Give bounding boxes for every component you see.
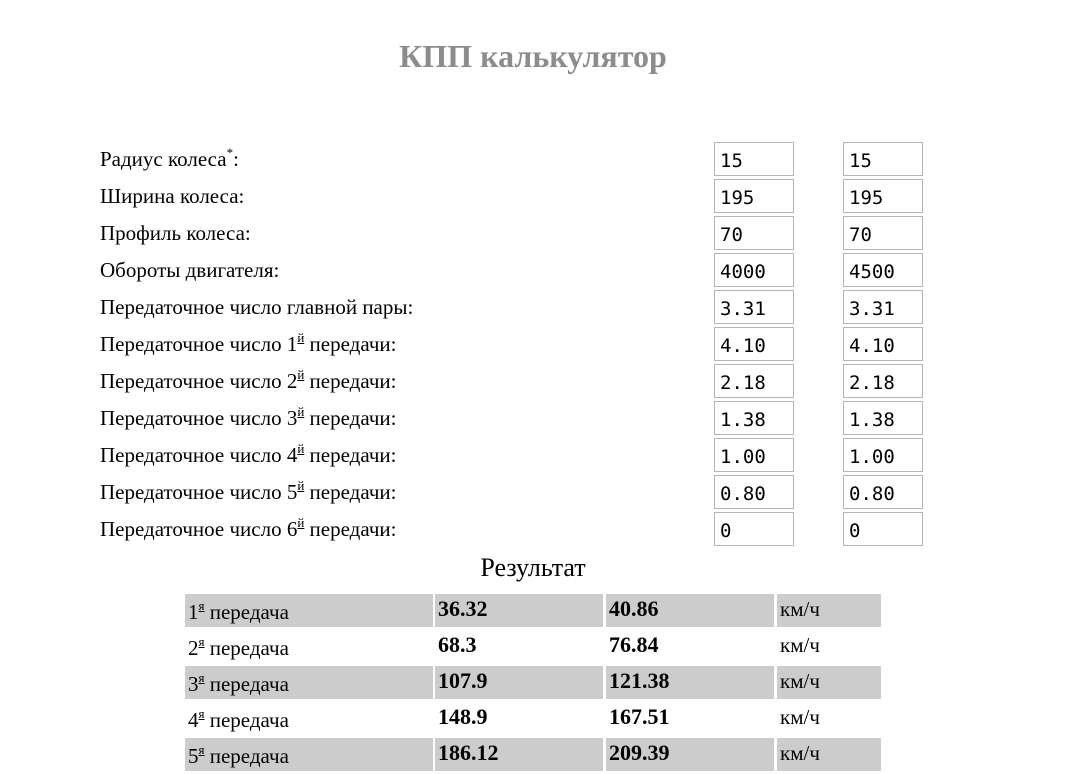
param-row [0, 475, 1066, 509]
param-row [0, 327, 1066, 361]
speed-a-cell [435, 666, 603, 699]
param-row [0, 401, 1066, 435]
gear-cell [185, 666, 433, 699]
param-label-superscript: й [297, 404, 305, 419]
param-row [0, 179, 1066, 213]
unit-label: км/ч [780, 741, 820, 765]
speed-b-cell [606, 702, 774, 735]
gear-word: передача [204, 744, 289, 768]
gear-number: 1 [188, 600, 199, 624]
speed-a-value: 68.3 [438, 632, 477, 657]
param-input-a[interactable] [714, 327, 794, 361]
gear-superscript: я [198, 598, 205, 613]
param-label [100, 367, 396, 395]
unit-label: км/ч [780, 597, 820, 621]
speed-b-cell [606, 594, 774, 627]
param-input-b[interactable] [843, 475, 923, 509]
param-label-text: Передаточное число 1 [100, 332, 298, 356]
unit-cell [777, 702, 881, 735]
param-label-superscript: й [297, 515, 305, 530]
gear-superscript: я [198, 742, 205, 757]
param-input-a[interactable] [714, 142, 794, 176]
param-label [100, 293, 413, 321]
speed-a-value: 186.12 [438, 740, 499, 765]
param-label-suffix: передачи: [304, 332, 397, 356]
param-input-a[interactable] [714, 475, 794, 509]
gear-label [188, 635, 289, 661]
unit-label: км/ч [780, 633, 820, 657]
param-input-b[interactable] [843, 327, 923, 361]
gear-label [188, 671, 289, 697]
param-label [100, 330, 396, 358]
param-label-suffix: передачи: [304, 443, 397, 467]
gear-cell [185, 738, 433, 771]
param-row [0, 438, 1066, 472]
param-input-b[interactable] [843, 364, 923, 398]
speed-b-value: 209.39 [609, 740, 670, 765]
speed-a-value: 107.9 [438, 668, 488, 693]
gear-word: передача [204, 708, 289, 732]
speed-a-cell [435, 702, 603, 735]
param-label-superscript: й [297, 330, 305, 345]
gear-superscript: я [198, 670, 205, 685]
param-input-a[interactable] [714, 364, 794, 398]
param-input-b[interactable] [843, 438, 923, 472]
param-label-text: Радиус колеса [100, 147, 227, 171]
param-input-a[interactable] [714, 438, 794, 472]
param-input-b[interactable] [843, 512, 923, 546]
gear-number: 3 [188, 672, 199, 696]
speed-b-cell [606, 630, 774, 663]
gear-word: передача [204, 672, 289, 696]
gear-word: передача [204, 636, 289, 660]
unit-cell [777, 666, 881, 699]
gear-word: передача [204, 600, 289, 624]
param-row [0, 512, 1066, 546]
param-label-text: Передаточное число главной пары: [100, 295, 414, 319]
param-label [100, 256, 279, 284]
param-label-text: Обороты двигателя: [100, 258, 280, 282]
table-row [0, 702, 1066, 735]
param-input-a[interactable] [714, 512, 794, 546]
param-label-suffix: передачи: [304, 369, 397, 393]
param-label-suffix: : [233, 147, 239, 171]
unit-cell [777, 738, 881, 771]
speed-a-cell [435, 630, 603, 663]
param-label-suffix: передачи: [304, 406, 397, 430]
param-row [0, 364, 1066, 398]
gear-label [188, 599, 289, 625]
gear-label [188, 707, 289, 733]
param-label [100, 404, 396, 432]
param-label-superscript: й [297, 441, 305, 456]
param-label-superscript: й [297, 367, 305, 382]
gear-number: 4 [188, 708, 199, 732]
speed-b-value: 76.84 [609, 632, 659, 657]
page-title: КПП калькулятор [399, 38, 667, 74]
table-row [0, 738, 1066, 771]
param-label-text: Передаточное число 4 [100, 443, 298, 467]
param-input-b[interactable] [843, 290, 923, 324]
param-input-a[interactable] [714, 253, 794, 287]
param-row [0, 216, 1066, 250]
speed-b-value: 40.86 [609, 596, 659, 621]
speed-b-cell [606, 738, 774, 771]
param-input-b[interactable] [843, 401, 923, 435]
param-input-a[interactable] [714, 216, 794, 250]
param-label-suffix: передачи: [304, 517, 397, 541]
param-input-a[interactable] [714, 179, 794, 213]
speed-b-value: 167.51 [609, 704, 670, 729]
unit-cell [777, 630, 881, 663]
speed-a-cell [435, 594, 603, 627]
param-label [100, 441, 396, 469]
table-row [0, 594, 1066, 627]
unit-label: км/ч [780, 669, 820, 693]
speed-a-value: 36.32 [438, 596, 488, 621]
param-row [0, 142, 1066, 176]
param-label-text: Передаточное число 2 [100, 369, 298, 393]
gear-label [188, 743, 289, 769]
unit-cell [777, 594, 881, 627]
gear-cell [185, 594, 433, 627]
table-row [0, 630, 1066, 663]
param-input-b[interactable] [843, 216, 923, 250]
param-label-text: Профиль колеса: [100, 221, 251, 245]
speed-a-cell [435, 738, 603, 771]
gear-number: 2 [188, 636, 199, 660]
gear-cell [185, 630, 433, 663]
param-label [100, 515, 396, 543]
param-label-superscript: й [297, 478, 305, 493]
param-input-b[interactable] [843, 179, 923, 213]
param-row [0, 253, 1066, 287]
param-label [100, 219, 251, 247]
table-row [0, 666, 1066, 699]
param-row [0, 290, 1066, 324]
gear-number: 5 [188, 744, 199, 768]
result-heading: Результат [480, 553, 586, 582]
param-label-text: Передаточное число 5 [100, 480, 298, 504]
speed-b-value: 121.38 [609, 668, 670, 693]
param-label-superscript: * [226, 145, 234, 160]
param-label-suffix: передачи: [304, 480, 397, 504]
param-label [100, 478, 396, 506]
param-label-text: Передаточное число 3 [100, 406, 298, 430]
param-input-b[interactable] [843, 253, 923, 287]
gear-superscript: я [198, 706, 205, 721]
unit-label: км/ч [780, 705, 820, 729]
speed-b-cell [606, 666, 774, 699]
gear-superscript: я [198, 634, 205, 649]
param-label-text: Ширина колеса: [100, 184, 245, 208]
param-label-text: Передаточное число 6 [100, 517, 298, 541]
param-input-a[interactable] [714, 401, 794, 435]
param-input-a[interactable] [714, 290, 794, 324]
param-label [100, 182, 244, 210]
gear-cell [185, 702, 433, 735]
speed-a-value: 148.9 [438, 704, 488, 729]
param-input-b[interactable] [843, 142, 923, 176]
param-label [100, 145, 239, 173]
